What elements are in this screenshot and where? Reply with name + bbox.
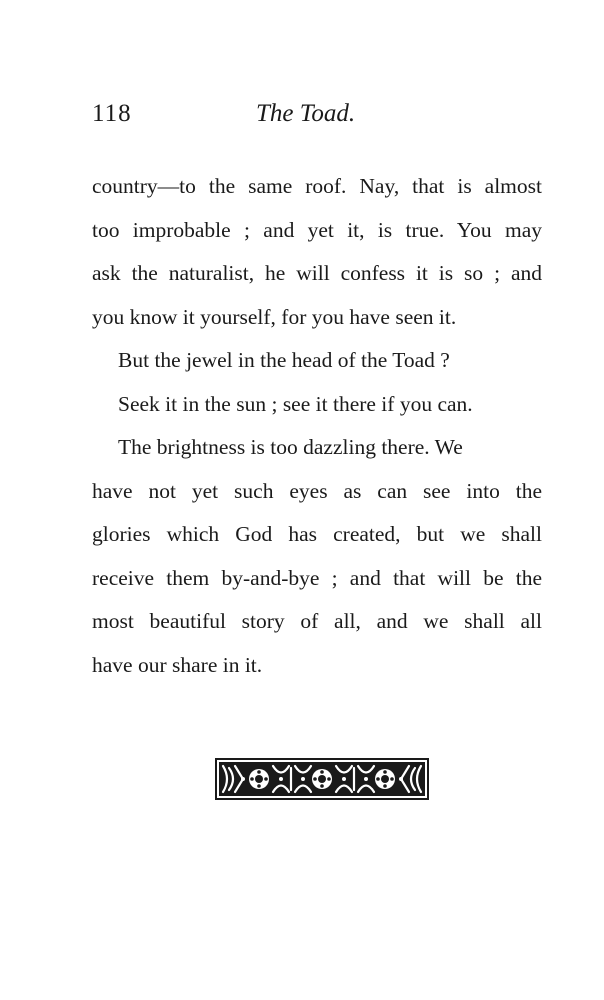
running-header	[92, 100, 542, 140]
text-line: most beautiful story of all, and we shall all	[92, 609, 542, 633]
text-line: ask the naturalist, he will confess it is so ; and	[92, 261, 542, 285]
text-line: too improbable ; and yet it, is true. You may	[92, 217, 542, 242]
text-line: The brightness is too dazzling there. We	[118, 435, 463, 459]
running-title: The Toad.	[256, 100, 356, 127]
text-line: But the jewel in the head of the Toad ?	[118, 348, 450, 372]
text-line: you know it yourself, for you have seen it.	[92, 304, 457, 329]
text-line: Seek it in the sun ; see it there if you can.	[118, 391, 473, 416]
text-line: receive them by-and-bye ; and that will be the	[92, 565, 542, 590]
text-line: have not yet such eyes as can see into the	[92, 478, 542, 503]
text-line: have our share in it.	[92, 652, 263, 677]
text-line: glories which God has created, but we shall	[92, 522, 542, 546]
text-line: country—to the same roof. Nay, that is almost	[92, 174, 542, 198]
floral-tailpiece-ornament-icon	[215, 758, 429, 800]
page-number: 118	[92, 100, 132, 127]
body-text	[92, 165, 542, 687]
